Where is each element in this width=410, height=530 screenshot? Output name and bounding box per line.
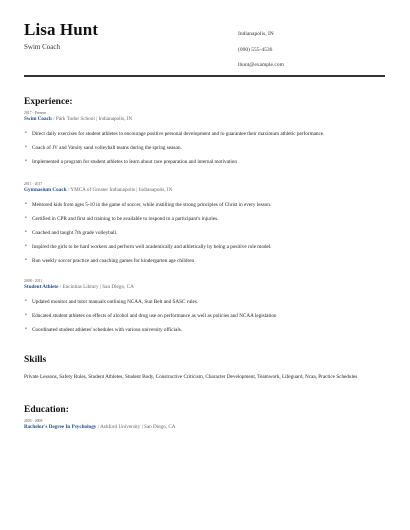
- job-title: Student Athlete: [24, 284, 59, 290]
- candidate-name: Lisa Hunt: [24, 20, 99, 39]
- job-bullets: [24, 202, 386, 264]
- education-date: 2005 - 2008: [24, 419, 43, 423]
- job-bullets: [24, 131, 386, 165]
- education-heading-line: Bachelor's Degree In Psychology / Ashford University | San Diego, CA: [24, 424, 176, 430]
- job-date: 2011 - 2017: [24, 182, 43, 186]
- list-item: • Educated student athletes on effects of alcohol and drug use on performance as well as policies and NCAA legislation: [24, 313, 386, 319]
- job-title: Gymnasium Coach: [24, 187, 67, 193]
- candidate-title: Swim Coach: [24, 43, 60, 51]
- contact-block: [238, 27, 284, 74]
- degree-title: Bachelor's Degree In Psychology: [24, 424, 97, 430]
- job-title: Swim Coach: [24, 116, 52, 122]
- experience-entry: [24, 111, 386, 165]
- experience-heading: Experience:: [24, 97, 73, 107]
- experience-entry: [24, 279, 386, 333]
- education-entry: [24, 419, 386, 431]
- job-bullets: [24, 299, 386, 333]
- job-date: 2008 - 2011: [24, 279, 43, 283]
- job-organization: YMCA of Greater Indianapolis | Indianapolis, IN: [70, 187, 173, 193]
- education-heading: Education:: [24, 405, 69, 415]
- list-item: • Inspired the girls to be hard workers and perform well academically and athletically by being a positive role model.: [24, 244, 386, 250]
- list-item: • Coordinated student athletes' schedules with various university officials.: [24, 327, 386, 333]
- experience-entry: [24, 182, 386, 264]
- list-item: • Certified in CPR and first aid training to be available to respond to a participant's injuries.: [24, 216, 386, 222]
- job-organization: Encinitas Library | San Diego, CA: [62, 284, 134, 290]
- job-date: 2017 - Present: [24, 111, 46, 115]
- list-item: • Direct daily exercises for student athletes to encourage positive personal development and to guarantee their maximum athletic performance.: [24, 131, 386, 137]
- job-heading: Student Athlete / Encinitas Library | San Diego, CA: [24, 284, 134, 290]
- skills-list: Private Lessons, Safety Rules, Student Athletes, Student Body, Constructive Criticism, Character Development, Teamwork, Lifeguard, Ncaa, Practice Schedules: [24, 374, 358, 380]
- job-heading: Swim Coach / Park Tudor School | Indianapolis, IN: [24, 116, 133, 122]
- list-item: • Updated monitor and tutor manuals outlining NCAA, Sun Belt and SASC rules.: [24, 299, 386, 305]
- contact-location: Indianapolis, IN: [238, 31, 274, 37]
- list-item: • Implemented a program for student athletes to learn about race preparation and internal motivation: [24, 159, 386, 165]
- list-item: • Coach of JV and Varsity sand volleyball teams during the spring season.: [24, 145, 386, 151]
- skills-heading: Skills: [24, 355, 47, 365]
- contact-phone: (090) 555-4536: [238, 46, 273, 53]
- list-item: • Coached and taught 7th grade volleyball.: [24, 230, 386, 236]
- job-organization: Park Tudor School | Indianapolis, IN: [55, 116, 133, 122]
- job-heading: Gymnasium Coach / YMCA of Greater Indianapolis | Indianapolis, IN: [24, 187, 173, 193]
- contact-email[interactable]: lhunt@example.com: [238, 62, 284, 68]
- list-item: • Run weekly soccer practice and coaching games for kindergarten age children: [24, 258, 386, 264]
- education-institution: Ashford University | San Diego, CA: [100, 424, 176, 430]
- list-item: • Mentored kids from ages 5-10 in the game of soccer, while instilling the strong principles of Christ in every lesson.: [24, 202, 386, 208]
- header-divider: [24, 75, 385, 77]
